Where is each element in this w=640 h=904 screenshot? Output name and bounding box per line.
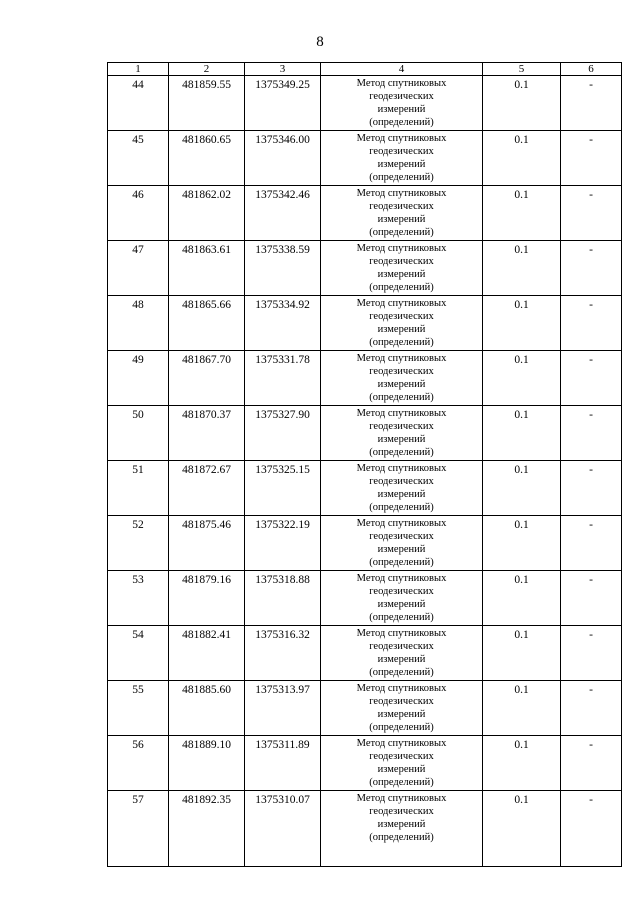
method-line: Метод спутниковых: [356, 738, 447, 749]
accuracy-cell: 0.1: [483, 571, 561, 626]
header-cell-3: 3: [245, 63, 321, 76]
accuracy-cell: 0.1: [483, 241, 561, 296]
method-line: измерений: [377, 434, 426, 445]
x-coordinate-cell: 481892.35: [169, 791, 245, 867]
method-line: геодезических: [369, 641, 434, 652]
x-coordinate-cell: 481885.60: [169, 681, 245, 736]
table-row: [108, 571, 622, 626]
accuracy-cell: 0.1: [483, 681, 561, 736]
page-number: 8: [316, 34, 324, 50]
method-cell: [321, 791, 483, 867]
y-coordinate-cell: 1375349.25: [245, 76, 321, 131]
method-line: (определений): [369, 172, 434, 183]
method-line: Метод спутниковых: [356, 793, 447, 804]
y-coordinate-cell: 1375331.78: [245, 351, 321, 406]
note-cell: -: [561, 516, 622, 571]
point-number-cell: 49: [108, 351, 169, 406]
table-row: [108, 76, 622, 131]
x-coordinate-cell: 481859.55: [169, 76, 245, 131]
x-coordinate-cell: 481862.02: [169, 186, 245, 241]
table-row: [108, 461, 622, 516]
note-cell: -: [561, 736, 622, 791]
note-cell: -: [561, 681, 622, 736]
note-cell: -: [561, 461, 622, 516]
method-line: Метод спутниковых: [356, 353, 447, 364]
method-cell: [321, 681, 483, 736]
method-line: геодезических: [369, 201, 434, 212]
y-coordinate-cell: 1375310.07: [245, 791, 321, 867]
method-line: измерений: [377, 544, 426, 555]
x-coordinate-cell: 481860.65: [169, 131, 245, 186]
table-row: [108, 131, 622, 186]
method-line: (определений): [369, 612, 434, 623]
method-cell: [321, 626, 483, 681]
y-coordinate-cell: 1375342.46: [245, 186, 321, 241]
header-cell-2: 2: [169, 63, 245, 76]
accuracy-cell: 0.1: [483, 461, 561, 516]
x-coordinate-cell: 481875.46: [169, 516, 245, 571]
header-row: [108, 63, 622, 76]
accuracy-cell: 0.1: [483, 76, 561, 131]
method-cell: [321, 296, 483, 351]
y-coordinate-cell: 1375325.15: [245, 461, 321, 516]
x-coordinate-cell: 481879.16: [169, 571, 245, 626]
y-coordinate-cell: 1375318.88: [245, 571, 321, 626]
method-cell: [321, 186, 483, 241]
note-cell: -: [561, 571, 622, 626]
point-number-cell: 53: [108, 571, 169, 626]
table-body: [108, 63, 622, 867]
method-line: (определений): [369, 667, 434, 678]
method-line: (определений): [369, 722, 434, 733]
method-cell: [321, 131, 483, 186]
method-line: измерений: [377, 599, 426, 610]
x-coordinate-cell: 481867.70: [169, 351, 245, 406]
method-line: (определений): [369, 392, 434, 403]
x-coordinate-cell: 481882.41: [169, 626, 245, 681]
method-line: Метод спутниковых: [356, 188, 447, 199]
point-number-cell: 51: [108, 461, 169, 516]
accuracy-cell: 0.1: [483, 516, 561, 571]
method-cell: [321, 736, 483, 791]
method-line: геодезических: [369, 586, 434, 597]
method-line: измерений: [377, 654, 426, 665]
note-cell: -: [561, 76, 622, 131]
method-line: геодезических: [369, 91, 434, 102]
method-line: Метод спутниковых: [356, 628, 447, 639]
method-line: измерений: [377, 764, 426, 775]
method-cell: [321, 241, 483, 296]
method-cell: [321, 571, 483, 626]
note-cell: -: [561, 241, 622, 296]
table-row: [108, 791, 622, 867]
method-cell: [321, 461, 483, 516]
y-coordinate-cell: 1375338.59: [245, 241, 321, 296]
accuracy-cell: 0.1: [483, 131, 561, 186]
y-coordinate-cell: 1375313.97: [245, 681, 321, 736]
y-coordinate-cell: 1375334.92: [245, 296, 321, 351]
table-row: [108, 406, 622, 461]
x-coordinate-cell: 481889.10: [169, 736, 245, 791]
method-line: измерений: [377, 819, 426, 830]
point-number-cell: 48: [108, 296, 169, 351]
note-cell: -: [561, 131, 622, 186]
note-cell: -: [561, 296, 622, 351]
method-line: измерений: [377, 379, 426, 390]
point-number-cell: 56: [108, 736, 169, 791]
method-line: Метод спутниковых: [356, 298, 447, 309]
table-row: [108, 626, 622, 681]
method-line: измерений: [377, 324, 426, 335]
accuracy-cell: 0.1: [483, 791, 561, 867]
method-line: измерений: [377, 214, 426, 225]
note-cell: -: [561, 791, 622, 867]
method-line: Метод спутниковых: [356, 133, 447, 144]
method-line: геодезических: [369, 696, 434, 707]
point-number-cell: 50: [108, 406, 169, 461]
note-cell: -: [561, 186, 622, 241]
method-line: геодезических: [369, 531, 434, 542]
accuracy-cell: 0.1: [483, 406, 561, 461]
accuracy-cell: 0.1: [483, 736, 561, 791]
table-row: [108, 241, 622, 296]
accuracy-cell: 0.1: [483, 296, 561, 351]
point-number-cell: 44: [108, 76, 169, 131]
method-line: геодезических: [369, 476, 434, 487]
method-line: измерений: [377, 159, 426, 170]
y-coordinate-cell: 1375316.32: [245, 626, 321, 681]
method-line: (определений): [369, 832, 434, 843]
method-line: Метод спутниковых: [356, 683, 447, 694]
method-line: (определений): [369, 557, 434, 568]
method-line: геодезических: [369, 421, 434, 432]
accuracy-cell: 0.1: [483, 626, 561, 681]
table-row: [108, 351, 622, 406]
method-line: измерений: [377, 489, 426, 500]
method-line: геодезических: [369, 751, 434, 762]
method-cell: [321, 351, 483, 406]
method-line: измерений: [377, 269, 426, 280]
method-line: Метод спутниковых: [356, 518, 447, 529]
header-cell-1: 1: [108, 63, 169, 76]
point-number-cell: 46: [108, 186, 169, 241]
y-coordinate-cell: 1375311.89: [245, 736, 321, 791]
accuracy-cell: 0.1: [483, 351, 561, 406]
method-line: (определений): [369, 337, 434, 348]
point-number-cell: 45: [108, 131, 169, 186]
method-cell: [321, 76, 483, 131]
note-cell: -: [561, 351, 622, 406]
table-row: [108, 736, 622, 791]
x-coordinate-cell: 481863.61: [169, 241, 245, 296]
method-line: (определений): [369, 502, 434, 513]
point-number-cell: 54: [108, 626, 169, 681]
method-line: измерений: [377, 104, 426, 115]
table-row: [108, 296, 622, 351]
header-cell-5: 5: [483, 63, 561, 76]
method-line: Метод спутниковых: [356, 78, 447, 89]
method-line: (определений): [369, 117, 434, 128]
method-line: Метод спутниковых: [356, 463, 447, 474]
x-coordinate-cell: 481870.37: [169, 406, 245, 461]
x-coordinate-cell: 481872.67: [169, 461, 245, 516]
header-cell-4: 4: [321, 63, 483, 76]
note-cell: -: [561, 626, 622, 681]
y-coordinate-cell: 1375322.19: [245, 516, 321, 571]
note-cell: -: [561, 406, 622, 461]
method-line: измерений: [377, 709, 426, 720]
method-line: геодезических: [369, 256, 434, 267]
method-line: геодезических: [369, 806, 434, 817]
method-line: геодезических: [369, 146, 434, 157]
y-coordinate-cell: 1375346.00: [245, 131, 321, 186]
point-number-cell: 52: [108, 516, 169, 571]
header-cell-6: 6: [561, 63, 622, 76]
method-line: (определений): [369, 227, 434, 238]
point-number-cell: 57: [108, 791, 169, 867]
method-line: Метод спутниковых: [356, 243, 447, 254]
y-coordinate-cell: 1375327.90: [245, 406, 321, 461]
method-line: геодезических: [369, 311, 434, 322]
method-cell: [321, 516, 483, 571]
point-number-cell: 47: [108, 241, 169, 296]
point-number-cell: 55: [108, 681, 169, 736]
method-line: Метод спутниковых: [356, 408, 447, 419]
method-cell: [321, 406, 483, 461]
method-line: (определений): [369, 447, 434, 458]
table-row: [108, 186, 622, 241]
x-coordinate-cell: 481865.66: [169, 296, 245, 351]
coordinates-table: [107, 62, 622, 867]
method-line: (определений): [369, 777, 434, 788]
accuracy-cell: 0.1: [483, 186, 561, 241]
table-row: [108, 681, 622, 736]
method-line: (определений): [369, 282, 434, 293]
method-line: Метод спутниковых: [356, 573, 447, 584]
table-row: [108, 516, 622, 571]
method-line: геодезических: [369, 366, 434, 377]
